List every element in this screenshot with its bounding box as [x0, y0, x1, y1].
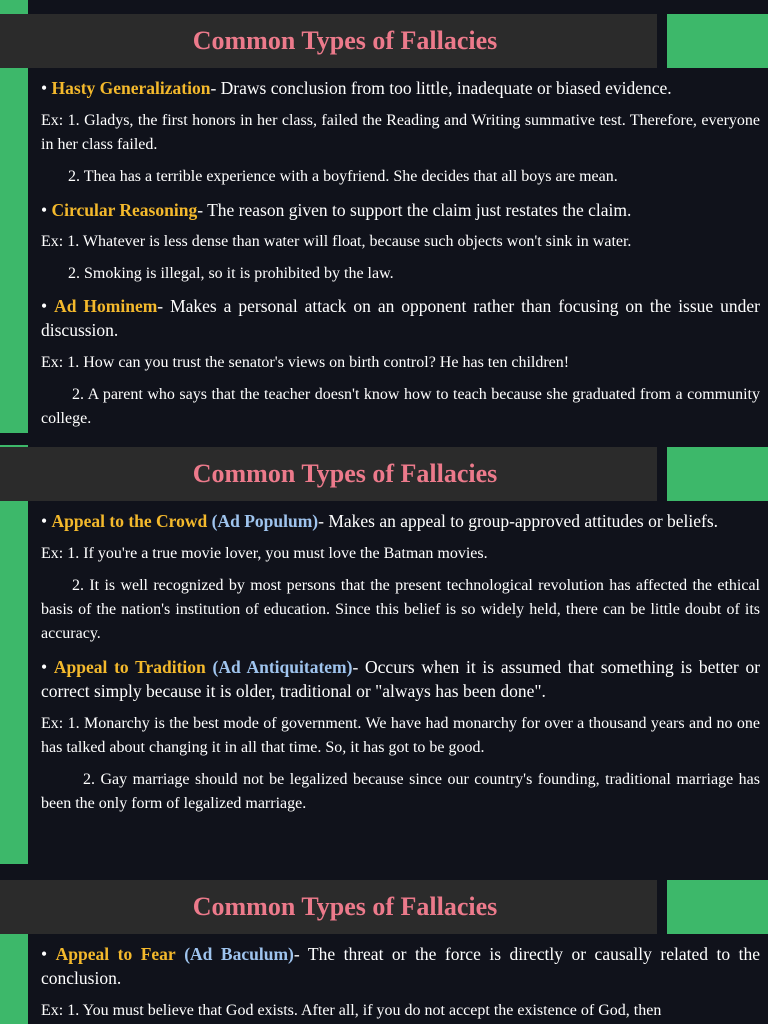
slide-2 — [0, 447, 768, 867]
example-text: 2. Smoking is illegal, so it is prohibited by the law. — [68, 265, 394, 282]
example-text: Ex: 1. You must believe that God exists. After all, if you do not accept the existence of God, then — [41, 1002, 662, 1019]
latin-term: (Ad Antiquitatem) — [212, 657, 353, 677]
fallacy-term: Circular Reasoning — [51, 200, 198, 220]
slide-title: Common Types of Fallacies — [192, 459, 498, 488]
fallacy-heading: • Appeal to the Crowd (Ad Populum)- Makes an appeal to group-approved attitudes or beliefs. — [41, 511, 719, 531]
slide-body — [41, 509, 760, 816]
fallacy-heading: • Appeal to Tradition (Ad Antiquitatem)- Occurs when it is assumed that something is better or correct simply because it is older, traditional or "always has been done". — [41, 657, 761, 701]
fallacy-heading: • Hasty Generalization- Draws conclusion from too little, inadequate or biased evidence. — [41, 78, 672, 98]
example-text: 2. Thea has a terrible experience with a boyfriend. She decides that all boys are mean. — [68, 168, 618, 185]
slide-body — [41, 942, 760, 1023]
example-text: Ex: 1. How can you trust the senator's views on birth control? He has ten children! — [41, 354, 570, 371]
latin-term: (Ad Baculum) — [184, 944, 294, 964]
example-text: Ex: 1. If you're a true movie lover, you must love the Batman movies. — [41, 545, 488, 562]
example-text: Ex: 1. Whatever is less dense than water will float, because such objects won't sink in water. — [41, 233, 632, 250]
latin-term: (Ad Populum) — [211, 511, 319, 531]
title-accent-box — [667, 447, 768, 501]
fallacy-term: Ad Hominem — [54, 296, 158, 316]
slide-3 — [0, 880, 768, 1024]
fallacy-heading: • Ad Hominem- Makes a personal attack on an opponent rather than focusing on the issue under discussion. — [41, 296, 760, 340]
title-accent-box — [667, 14, 768, 68]
example-text: 2. It is well recognized by most persons that the present technological revolution has affected the ethical basis of the nation's institution of education. Since this belief is so widely held, there can be little doubt of its accuracy. — [41, 577, 760, 642]
fallacy-term: Appeal to Fear — [55, 944, 176, 964]
fallacy-term: Appeal to the Crowd — [51, 511, 208, 531]
fallacy-term: Hasty Generalization — [51, 78, 211, 98]
example-text: 2. Gay marriage should not be legalized because since our country's founding, traditional marriage has been the only form of legalized marriage. — [41, 771, 760, 812]
fallacy-heading: • Circular Reasoning- The reason given to support the claim just restates the claim. — [41, 200, 632, 220]
example-text: Ex: 1. Gladys, the first honors in her class, failed the Reading and Writing summative test. Therefore, everyone in her class failed. — [41, 112, 760, 153]
example-text: 2. A parent who says that the teacher doesn't know how to teach because she graduated from a community college. — [41, 386, 760, 427]
slide-1 — [0, 14, 768, 434]
example-text: Ex: 1. Monarchy is the best mode of government. We have had monarchy for over a thousand years and no one has talked about changing it in all that time. So, it has got to be good. — [41, 715, 760, 756]
left-accent-strip — [0, 0, 28, 14]
slide-body — [41, 76, 760, 431]
title-accent-box — [667, 880, 768, 934]
slide-title: Common Types of Fallacies — [192, 26, 498, 55]
slide-title: Common Types of Fallacies — [192, 892, 498, 921]
fallacy-heading: • Appeal to Fear (Ad Baculum)- The threat or the force is directly or causally related to the conclusion. — [41, 944, 761, 988]
fallacy-term: Appeal to Tradition — [53, 657, 206, 677]
